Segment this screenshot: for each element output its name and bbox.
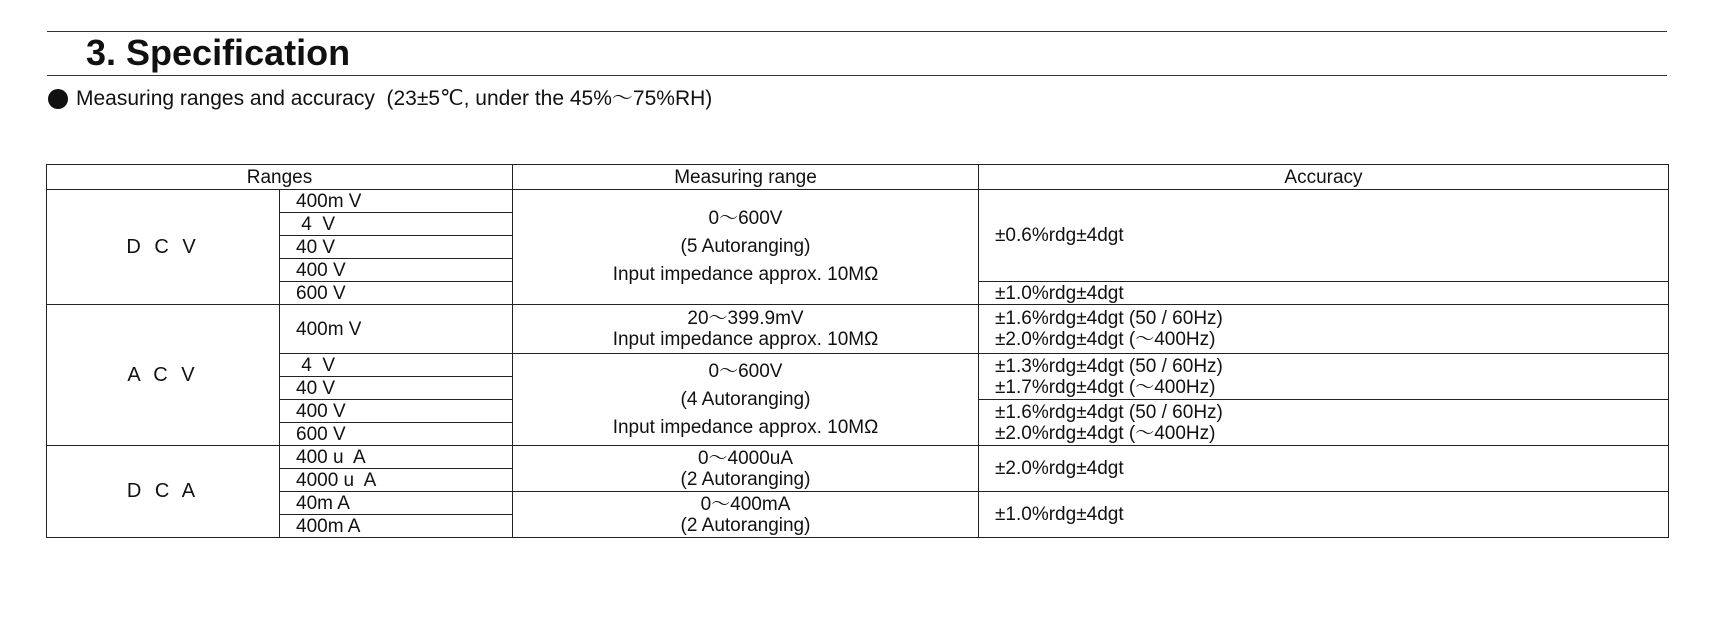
header-measuring-range: Measuring range: [513, 165, 979, 190]
measuring-range-dcv: 0～600V (5 Autoranging) Input impedance approx. 10MΩ: [513, 190, 979, 305]
accuracy-dca-1: ±2.0%rdg±4dgt: [979, 446, 1669, 492]
header-ranges: Ranges: [47, 165, 513, 190]
spec-table: [46, 164, 1669, 538]
range-cell: 400m V: [280, 190, 513, 213]
measuring-range-acv-b: 0～600V (4 Autoranging) Input impedance approx. 10MΩ: [513, 354, 979, 446]
category-dcv: D C V: [47, 190, 280, 305]
range-cell: 400m V: [280, 305, 513, 354]
range-cell: 4 V: [280, 213, 513, 236]
table-row: [47, 190, 1669, 213]
table-row: [47, 305, 1669, 354]
subtitle-text: Measuring ranges and accuracy (23±5℃, under the 45%～75%RH): [76, 87, 713, 110]
range-cell: 4000 u A: [280, 469, 513, 492]
accuracy-acv-2: ±1.3%rdg±4dgt (50 / 60Hz) ±1.7%rdg±4dgt (～400Hz): [979, 354, 1669, 400]
range-cell: 600 V: [280, 282, 513, 305]
section-title: 3. Specification: [86, 32, 351, 73]
range-cell: 40 V: [280, 236, 513, 259]
category-dca: D C A: [47, 446, 280, 538]
table-row: [47, 446, 1669, 469]
accuracy-dcv-1: ±0.6%rdg±4dgt: [979, 190, 1669, 282]
range-cell: 600 V: [280, 423, 513, 446]
range-cell: 400 V: [280, 259, 513, 282]
accuracy-dca-2: ±1.0%rdg±4dgt: [979, 492, 1669, 538]
range-cell: 4 V: [280, 354, 513, 377]
accuracy-acv-3: ±1.6%rdg±4dgt (50 / 60Hz) ±2.0%rdg±4dgt (～400Hz): [979, 400, 1669, 446]
range-cell: 400 u A: [280, 446, 513, 469]
category-acv: A C V: [47, 305, 280, 446]
range-cell: 400 V: [280, 400, 513, 423]
measuring-range-dca-b: 0～400mA (2 Autoranging): [513, 492, 979, 538]
table-row: [47, 492, 1669, 515]
bullet-icon: [48, 89, 68, 109]
header-row: [47, 165, 1669, 190]
range-cell: 400m A: [280, 515, 513, 538]
range-cell: 40 V: [280, 377, 513, 400]
range-cell: 40m A: [280, 492, 513, 515]
accuracy-acv-1: ±1.6%rdg±4dgt (50 / 60Hz) ±2.0%rdg±4dgt (～400Hz): [979, 305, 1669, 354]
measuring-range-dca-a: 0～4000uA (2 Autoranging): [513, 446, 979, 492]
header-accuracy: Accuracy: [979, 165, 1669, 190]
title-underline: [47, 75, 1667, 76]
measuring-range-acv-a: 20～399.9mV Input impedance approx. 10MΩ: [513, 305, 979, 354]
subtitle: [48, 86, 712, 112]
accuracy-dcv-2: ±1.0%rdg±4dgt: [979, 282, 1669, 305]
table-row: [47, 354, 1669, 377]
